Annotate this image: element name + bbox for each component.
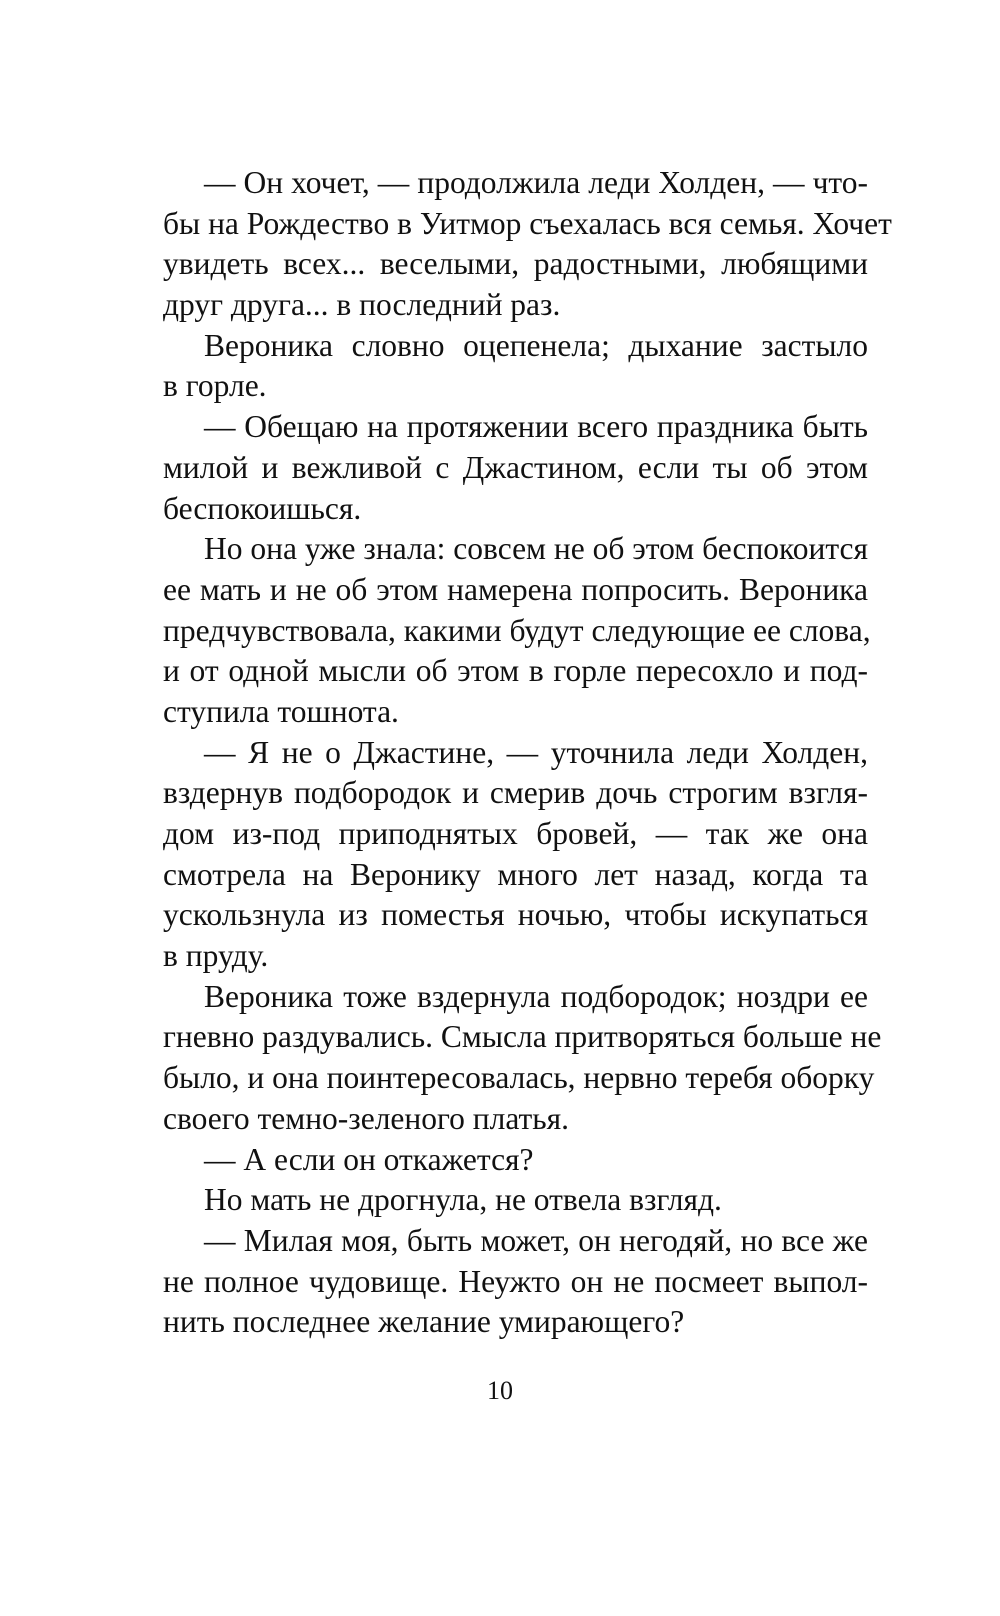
text-line: смотрела на Веронику много лет назад, когда та [163, 856, 868, 892]
text-line: друг друга... в последний раз. [163, 287, 561, 323]
text-line: предчувствовала, какими будут следующие ее слова, [163, 612, 871, 648]
text-line: увидеть всех... веселыми, радостными, любящими [163, 246, 868, 282]
text-line: было, и она поинтересовалась, нервно теребя оборку [163, 1060, 875, 1096]
paragraph-8 [163, 1180, 868, 1221]
paragraph-9 [163, 1221, 868, 1343]
text-line: своего темно-зеленого платья. [163, 1100, 570, 1136]
text-line: — Милая моя, быть может, он негодяй, но все же [204, 1222, 868, 1258]
text-line: ускользнула из поместья ночью, чтобы искупаться [163, 897, 868, 933]
text-line: вздернув подбородок и смерив дочь строгим взгля- [163, 775, 868, 811]
text-line: Но она уже знала: совсем не об этом беспокоится [204, 531, 868, 567]
text-line: в горле. [163, 368, 267, 404]
text-line: — Обещаю на протяжении всего праздника быть [204, 409, 868, 445]
text-line: бы на Рождество в Уитмор съехалась вся семья. Хочет [163, 205, 892, 241]
text-line: и от одной мысли об этом в горле пересохло и под- [163, 653, 868, 689]
text-line: гневно раздувались. Смысла притворяться больше не [163, 1019, 882, 1055]
paragraph-7 [163, 1140, 868, 1181]
text-line: нить последнее желание умирающего? [163, 1304, 685, 1340]
text-line: — А если он откажется? [204, 1141, 534, 1177]
paragraph-2 [163, 326, 868, 407]
paragraph-5 [163, 733, 868, 977]
text-line: — Он хочет, — продолжила леди Холден, — что- [204, 165, 868, 200]
paragraph-6 [163, 977, 882, 1140]
text-line: не полное чудовище. Неужто он не посмеет выпол- [163, 1263, 868, 1299]
text-line: Но мать не дрогнула, не отвела взгляд. [204, 1182, 722, 1218]
text-line: в пруду. [163, 938, 269, 974]
text-line: беспокоишься. [163, 490, 362, 526]
text-line: — Я не о Джастине, — уточнила леди Холден, [204, 734, 868, 770]
text-line: Вероника словно оцепенела; дыхание застыло [204, 327, 868, 363]
body-text [163, 163, 892, 1343]
text-line: милой и вежливой с Джастином, если ты об этом [163, 449, 868, 485]
text-line: ее мать и не об этом намерена попросить. Вероника [163, 571, 868, 607]
text-line: дом из-под приподнятых бровей, — так же она [163, 816, 868, 851]
text-line: ступила тошнота. [163, 693, 399, 729]
paragraph-3 [163, 407, 868, 529]
paragraph-4 [163, 529, 871, 732]
text-line: Вероника тоже вздернула подбородок; ноздри ее [204, 978, 868, 1014]
page-number: 10 [487, 1376, 513, 1405]
paragraph-1 [163, 163, 892, 326]
